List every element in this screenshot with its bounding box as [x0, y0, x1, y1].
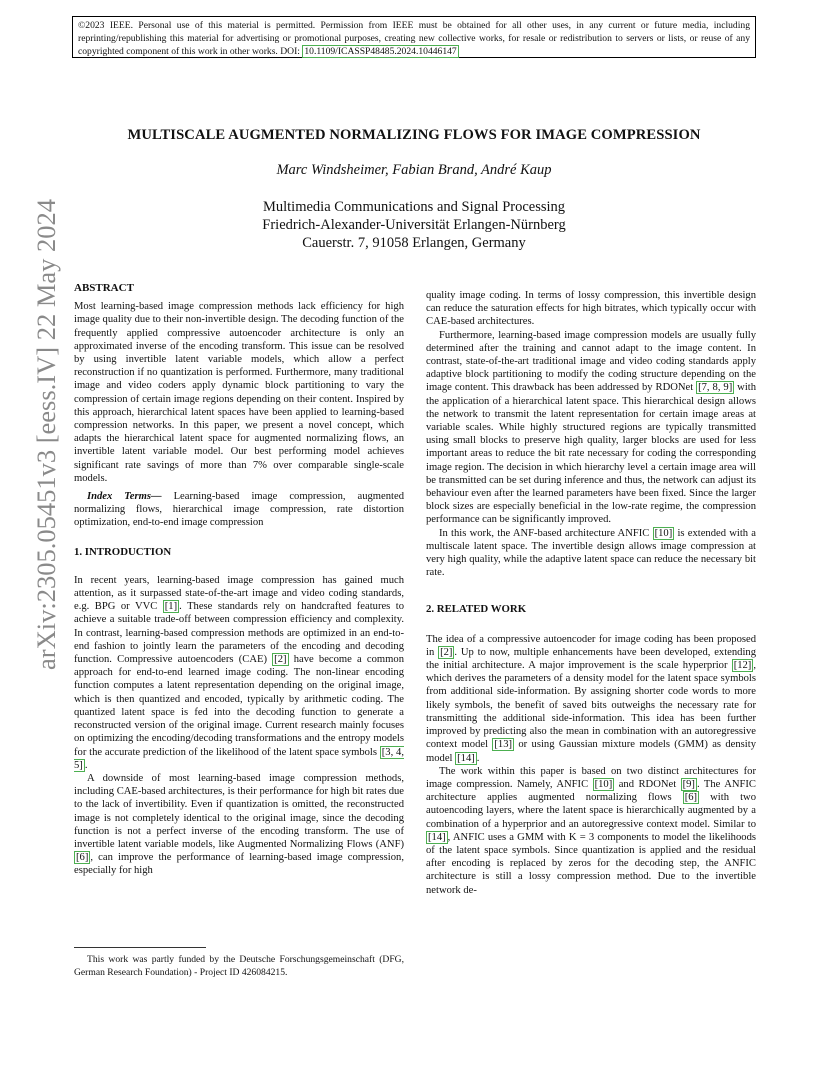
affiliation-line: Multimedia Communications and Signal Processing [262, 199, 566, 215]
index-terms-label: Index Terms— [87, 491, 162, 503]
intro-paragraph: In recent years, learning-based image compression has gained much attention, as it surpassed state-of-the-art image and video coding standards, e.g. BPG or VVC [1] . These standards rely on handcrafted features to achieve a suitable trade-off between compression efficiency and complexity. In contrast, learning-based compression methods are optimized in an end-to-end fashion to jointly learn the parameters of the encoding and decoding function. Compressive autoencoders (CAE) [2] have become a common approach for end-to-end learned image coding. The non-linear encoding function computes a latent representation depending on the original image, which is then quantized and encoded, typically by arithmetic coding. The quantized latent space is fed into the decoding function to generate a reconstructed version of the original image. Current research mainly focuses on optimizing the encoding/decoding transformations and the entropy models for the accurate prediction of the likelihood of the latent space symbols [3, 4, 5] . [74, 574, 405, 771]
citation-link[interactable]: [3, 4, 5] [74, 746, 404, 771]
section-heading-related-work: 2. RELATED WORK [426, 603, 527, 616]
related-paragraph: The work within this paper is based on two distinct architectures for image compression. Namely, ANFIC [10] and RDONet [9] . The ANFIC architecture applies augmented normalizing flows [6] with two autoencoding layers, where the latent space is hierarchically augmented by a combination of a hyperprior and an autoregressive context model. Similar to [14] , ANFIC uses a GMM with K = 3 components to model the likelihoods of the latent space symbols. Since quantization is applied and the residual after encoding is replaced by zeros for the decoding step, the ANFIC architecture is still a lossy compression method. Due to the invertible network de- [426, 765, 756, 896]
affiliation-line: Cauerstr. 7, 91058 Erlangen, Germany [302, 235, 526, 251]
citation-link[interactable]: [6] [76, 852, 89, 864]
citation-link[interactable]: [10] [654, 527, 673, 539]
citation-link[interactable]: [1] [164, 601, 178, 613]
footnote-divider [74, 947, 206, 948]
paper-title: MULTISCALE AUGMENTED NORMALIZING FLOWS FOR IMAGE COMPRESSION [127, 127, 701, 143]
body-paragraph: In this work, the ANF-based architecture ANFIC [10] is extended with a multiscale latent space. The invertible design allows image compression at very high quality, while the adaptive latent space can reduce the necessary bit rate. [426, 527, 757, 579]
right-column [426, 289, 756, 897]
citation-link[interactable]: [9] [682, 778, 695, 790]
citation-link[interactable]: [2] [274, 654, 287, 666]
citation-link[interactable]: [13] [494, 739, 513, 751]
copyright-notice [72, 16, 756, 58]
abstract-text: Most learning-based image compression methods lack efficiency for high image quality due to their non-invertible design. The decoding function of the frequently applied compressive autoencoder architecture is only an approximated inverse of the encoding transform. This issue can be resolved by using invertible latent variable models, which allow a perfect reconstruction if no quantization is performed. Furthermore, many traditional image and video coders apply dynamic block partitioning to vary the compression of certain image regions depending on their content. Inspired by this approach, hierarchical latent spaces have been applied to learning-based compression networks. In this paper, we present a novel concept, which adapts the hierarchical latent space for augmented normalizing flows, an invertible latent variable model. Our best performing model achieves significant rate savings of more than 7% over comparable single-scale models. [74, 301, 404, 484]
citation-link[interactable]: [12] [733, 660, 752, 672]
index-terms-text: Learning-based image compression, augmented normalizing flows, hierarchical image compression, rate distortion optimization, end-to-end image compression [74, 491, 404, 529]
arxiv-identifier: arXiv:2305.05451v3 [eess.IV] 22 May 2024 [31, 198, 61, 670]
abstract-heading: ABSTRACT [74, 282, 134, 294]
body-paragraph: quality image coding. In terms of lossy compression, this invertible design can reduce the saturation effects for high bitrates, which typically occur with CAE-based architectures. [426, 290, 756, 328]
citation-link[interactable]: [6] [684, 792, 698, 804]
citation-link[interactable]: [14] [457, 752, 475, 764]
section-heading-introduction: 1. INTRODUCTION [74, 545, 172, 558]
citation-link[interactable]: [14] [428, 831, 446, 843]
citation-link[interactable]: [2] [440, 646, 453, 658]
index-terms [74, 490, 404, 530]
intro-paragraph: A downside of most learning-based image compression methods, including CAE-based architectures, is their performance for high bit rates due to the lack of invertibility. Even if quantization is omitted, the reconstructed image is not completely identical to the original image, since the decoding function is not a perfect inverse of the encoding transform. The use of invertible latent variable models, like Augmented Normalizing Flows (ANF) [6] , can improve the performance of learning-based image compression, especially for high [74, 772, 404, 877]
citation-link[interactable]: [10] [594, 778, 613, 790]
footnote: This work was partly funded by the Deutsche Forschungsgemeinschaft (DFG, German Research Foundation) - Project ID 426084215. [74, 954, 404, 978]
citation-link[interactable]: [7, 8, 9] [698, 382, 733, 394]
affiliation [0, 198, 828, 252]
left-column [74, 282, 404, 878]
body-paragraph: Furthermore, learning-based image compression models are usually fully determined after the training and cannot adapt to the image content. In contrast, state-of-the-art traditional image and video coding standards apply adaptive block partitioning to modify the coding structure depending on the image content. This drawback has been addressed by RDONet [7, 8, 9] with the application of a hierarchical latent space. This hierarchical design allows the network to transmit the latent representation for certain image areas at variable scales. While highly structured regions are typically transmitted using small blocks to preserve high quality, larger blocks are used for less important areas to reduce the bit rate necessary for coding the corresponding image region. The decision in which hierarchy level a certain image area will be transmitted can be set during inference and thus, the network can adjust its behaviour even after the learned parameters have been fixed. Since the larger block sizes are especially beneficial in the low-rate regime, the compression performance can be significantly improved. [426, 329, 757, 526]
author-list: Marc Windsheimer, Fabian Brand, André Kaup [276, 162, 552, 178]
related-paragraph: The idea of a compressive autoencoder for image coding has been proposed in [2] . Up to now, multiple enhancements have been developed, extending the initial architecture. A major improvement is the scale hyperprior [12] , which derives the parameters of a density model for the latent space symbols from additional side-information. By assigning shorter code words to more likely symbols, the benefit of saved bits outweighs the necessary rate for transmitting the additional side-information. This idea has been further improved by predicting also the mean in combination with an autoregressive context model [13] or using Gaussian mixture models (GMM) as density model [14] . [426, 633, 756, 764]
copyright-text: ©2023 IEEE. Personal use of this material is permitted. Permission from IEEE must be obtained for all other uses, in any current or future media, including reprinting/republishing this material for advertising or promotional purposes, creating new collective works, for resale or redistribution to servers or lists, or reuse of any copyrighted component of this work in other works. DOI: [78, 20, 750, 57]
affiliation-line: Friedrich-Alexander-Universität Erlangen-Nürnberg [262, 217, 566, 233]
doi-link[interactable]: 10.1109/ICASSP48485.2024.10446147 [304, 46, 457, 57]
